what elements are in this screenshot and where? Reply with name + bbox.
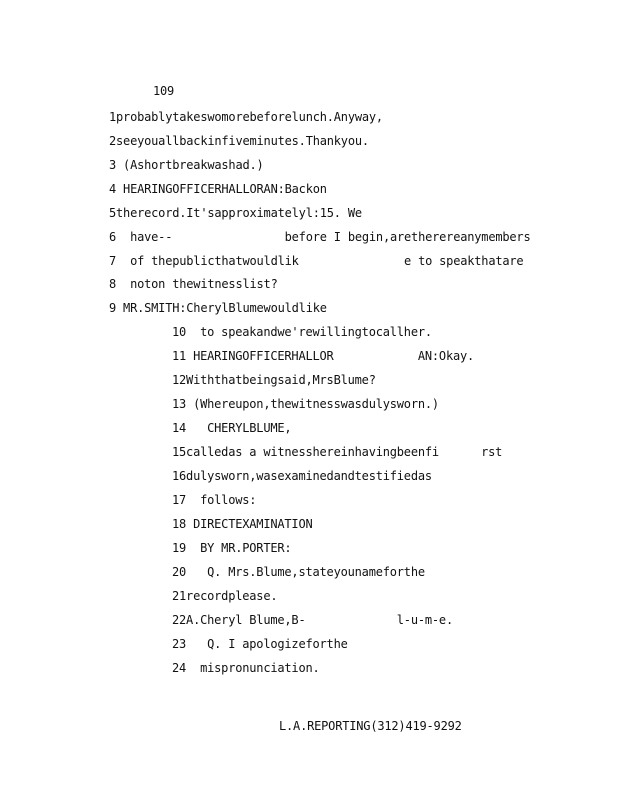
transcript-line-22: 22A.Cheryl Blume,B- l-u-m-e. bbox=[172, 613, 453, 627]
transcript-line-15: 15calledas a witnesshereinhavingbeenfi rst bbox=[172, 445, 503, 459]
transcript-line-4: 4 HEARINGOFFICERHALLORAN:Backon bbox=[109, 182, 327, 196]
transcript-line-24: 24 mispronunciation. bbox=[172, 661, 320, 675]
transcript-line-1: 1probablytakeswomorebeforelunch.Anyway, bbox=[109, 110, 383, 124]
transcript-line-12: 12Withthatbeingsaid,MrsBlume? bbox=[172, 373, 376, 387]
transcript-line-23: 23 Q. I apologizeforthe bbox=[172, 637, 348, 651]
transcript-line-6: 6 have-- before I begin,aretherereanymembers bbox=[109, 230, 531, 244]
reporter-footer: L.A.REPORTING(312)419-9292 bbox=[279, 719, 462, 733]
transcript-line-11: 11 HEARINGOFFICERHALLOR AN:Okay. bbox=[172, 349, 475, 363]
transcript-line-16: 16dulysworn,wasexaminedandtestifiedas bbox=[172, 469, 432, 483]
transcript-line-8: 8 noton thewitnesslist? bbox=[109, 277, 278, 291]
transcript-line-5: 5therecord.It'sapproximatelyl:15. We bbox=[109, 206, 362, 220]
transcript-line-14: 14 CHERYLBLUME, bbox=[172, 421, 292, 435]
transcript-line-21: 21recordplease. bbox=[172, 589, 278, 603]
transcript-line-2: 2seeyouallbackinfiveminutes.Thankyou. bbox=[109, 134, 369, 148]
transcript-line-3: 3 (Ashortbreakwashad.) bbox=[109, 158, 264, 172]
transcript-line-10: 10 to speakandwe'rewillingtocallher. bbox=[172, 325, 432, 339]
transcript-line-18: 18 DIRECTEXAMINATION bbox=[172, 517, 313, 531]
transcript-line-9: 9 MR.SMITH:CherylBlumewouldlike bbox=[109, 301, 327, 315]
transcript-line-20: 20 Q. Mrs.Blume,stateyounameforthe bbox=[172, 565, 425, 579]
transcript-line-7: 7 of thepublicthatwouldlik e to speakthatare bbox=[109, 254, 524, 268]
transcript-line-13: 13 (Whereupon,thewitnesswasdulysworn.) bbox=[172, 397, 439, 411]
page-number: 109 bbox=[153, 84, 175, 98]
transcript-line-19: 19 BY MR.PORTER: bbox=[172, 541, 292, 555]
transcript-line-17: 17 follows: bbox=[172, 493, 257, 507]
